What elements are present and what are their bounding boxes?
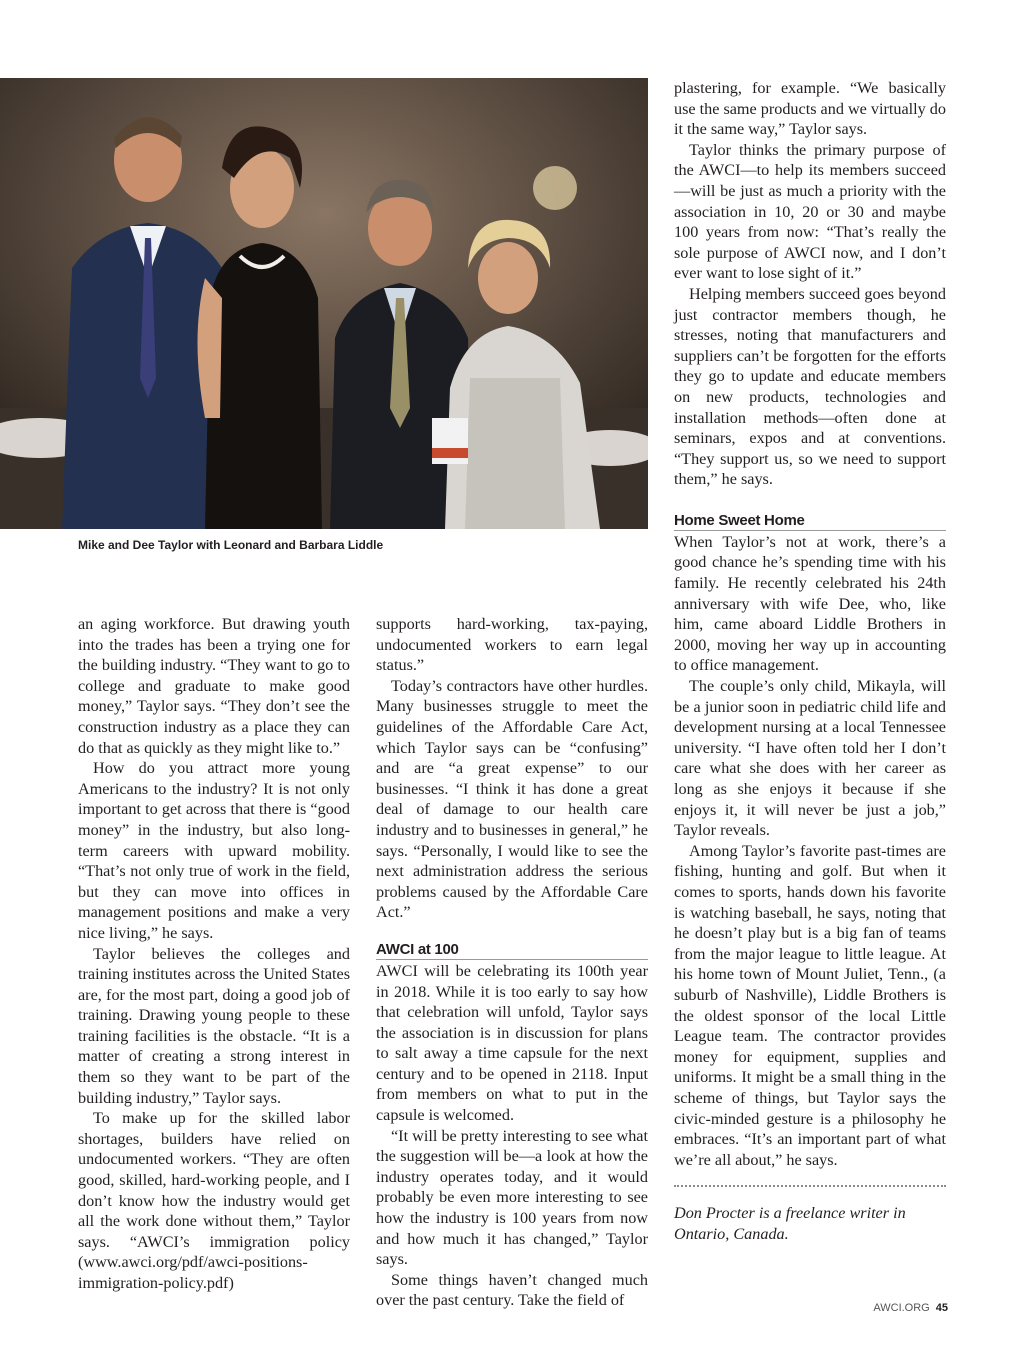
column-3 (674, 78, 946, 1244)
paragraph: Taylor believes the colleges and training institutes across the United States are, for the most part, doing a good job of training. Drawing young people to these training facilities is the obstacle. “It is a matter of creating a strong interest in them so they want to be part of the building industry,” Taylor says. (78, 944, 350, 1107)
paragraph: The couple’s only child, Mikayla, will be a junior soon in pediatric child life and development nursing at a local Tennessee university. “I have often told her I don’t care what she does with her career as long as she enjoys it because if she enjoys it, it will never be just a job,” Taylor reveals. (674, 677, 946, 840)
paragraph: Some things haven’t changed much over the past century. Take the field of (376, 1270, 648, 1310)
author-byline: Don Procter is a freelance writer in Ontario, Canada. (674, 1204, 906, 1243)
section-heading-awci-at-100: AWCI at 100 (376, 941, 648, 960)
paragraph: supports hard-working, tax-paying, undocumented workers to earn legal status.” (376, 615, 648, 675)
site-url: AWCI.ORG (873, 1302, 930, 1314)
dotted-divider (674, 1185, 946, 1187)
people-photo-illustration (0, 78, 648, 529)
paragraph: Helping members succeed goes beyond just contractor members though, he stresses, noting that manufacturers and suppliers can’t be forgotten for the efforts they go to update and educate members on new products, technologies and installation methods—often done at seminars, expos and at conventions. “They support us, so we need to support them,” he says. (674, 284, 946, 489)
paragraph: “It will be pretty interesting to see what the suggestion will be—a look at how the industry operates today, and it would probably be even more interesting to see how the industry is 100 years from now and how much it has changed,” Taylor says. (376, 1126, 648, 1269)
column-1 (78, 614, 350, 1294)
paragraph: To make up for the skilled labor shortages, builders have relied on undocumented workers. “They are often good, skilled, hard-working people, and I don’t know how the industry would get all the work done without them,” Taylor says. “AWCI’s immigration policy (www.awci.org/pdf/awci-positions-immigration-policy.pdf) (78, 1109, 350, 1292)
paragraph: Among Taylor’s favorite past-times are fishing, hunting and golf. But when it comes to sports, hands down his favorite is watching baseball, he says, noting that he doesn’t play but is a big fan of teams from the major league to little league. At his home town of Mount Juliet, Tenn., (a suburb of Nashville), Liddle Brothers is the oldest sponsor of the local Little League team. The contractor provides money for equipment, supplies and uniforms. It might be a small thing in the scheme of things, but Taylor says the civic-minded gesture is a philosophy he embraces. “It’s an important part of what we’re all about,” he says. (674, 841, 946, 1169)
section-heading-home-sweet-home: Home Sweet Home (674, 512, 946, 531)
paragraph: an aging workforce. But drawing youth into the trades has been a trying one for the building industry. “They want to go to college and graduate to make good money,” Taylor says. “They don’t see the construction industry as a place they can do that as quickly as they might like to.” (78, 615, 350, 757)
paragraph: plastering, for example. “We basically use the same products and we virtually do it the same way,” Taylor says. (674, 79, 946, 139)
page-folio (873, 1302, 948, 1314)
paragraph: AWCI will be celebrating its 100th year in 2018. While it is too early to say how that celebration will unfold, Taylor says the association is in discussion for plans to salt away a time capsule for the next century and to be opened in 2118. Input from members on what to put in the capsule is welcomed. (376, 961, 648, 1125)
paragraph: Taylor thinks the primary purpose of the AWCI—to help its members succeed—will be just as much a priority with the association in 10, 20 or 30 and maybe 100 years from now: “That’s really the sole purpose of AWCI now, and I don’t ever want to lose sight of it.” (674, 140, 946, 283)
photo-caption: Mike and Dee Taylor with Leonard and Barbara Liddle (78, 538, 384, 552)
paragraph: When Taylor’s not at work, there’s a good chance he’s spending time with his family. He recently celebrated his 24th anniversary with wife Dee, who, like him, came aboard Liddle Brothers in 2000, moving her way up in accounting to office management. (674, 532, 946, 675)
column-2 (376, 614, 648, 1311)
paragraph: How do you attract more young Americans to the industry? It is not only important to get across that there is “good money” in the industry, but also long-term careers with upward mobility. “That’s not only true of work in the field, but they can move into offices in management positions and make a very nice living,” he says. (78, 759, 350, 942)
feature-photo (0, 78, 648, 529)
page-number: 45 (935, 1302, 948, 1314)
paragraph: Today’s contractors have other hurdles. Many businesses struggle to meet the guidelines of the Affordable Care Act, which Taylor says can be “confusing” and are “a great expense” to our businesses. “I think it has done a great deal of damage to our health care industry and to businesses in general,” he says. “Personally, I would like to see the next administration address the serious problems caused by the Affordable Care Act.” (376, 676, 648, 922)
